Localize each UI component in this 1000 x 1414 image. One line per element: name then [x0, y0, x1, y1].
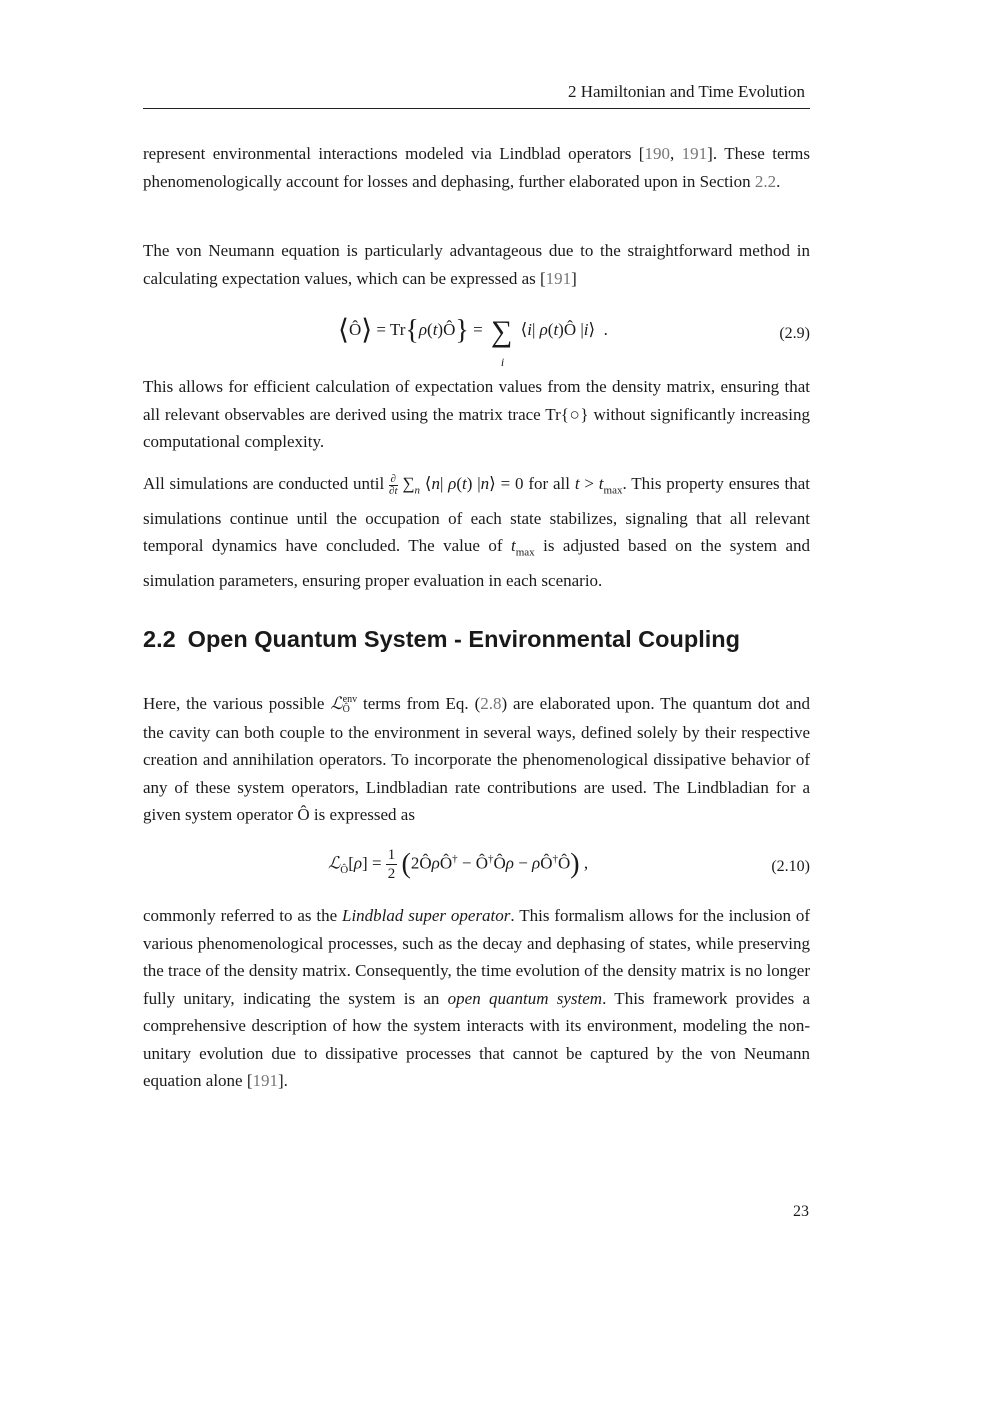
citation-link[interactable]: 190	[644, 144, 670, 163]
section-heading: 2.2 Open Quantum System - Environmental Coupling	[143, 626, 740, 652]
paragraph-3: This allows for efficient calculation of expectation values from the density matrix, ensuring that all relevant observables are derived using the matrix trace Tr{○} without significantly increasing computational complexity.	[143, 377, 810, 451]
paragraph-2: The von Neumann equation is particularly advantageous due to the straightforward method in calculating expectation values, which can be expressed as [191]	[143, 241, 810, 288]
running-title: 2 Hamiltonian and Time Evolution	[567, 82, 805, 101]
equation-number: (2.9)	[779, 325, 810, 342]
paragraph-6: commonly referred to as the Lindblad super operator. This formalism allows for the inclusion of various phenomenological processes, such as the decay and dephasing of states, while preserving the trace of the density matrix. Consequently, the time evolution of the density matrix is no longer fully unitary, indicating the system is an open quantum system. This framework provides a comprehensive description of how the system interacts with its environment, modeling the non-unitary evolution due to dissipative processes that cannot be captured by the von Neumann equation alone [191].	[143, 906, 811, 1090]
equation-number: (2.10)	[771, 858, 810, 875]
paragraph-5: Here, the various possible ℒ env Ô terms from Eq. (2.8) are elaborated upon. The quantum dot and the cavity can both couple to the environment in several ways, defined solely by their respective creation and annihilation operators. To incorporate the phenomenological dissipative behavior of any of these system operators, Lindbladian rate contributions are used. The Lindbladian for a given system operator Ô is expressed as	[143, 694, 811, 824]
equation-body: ⟨Ô⟩ = Tr{ρ(t)Ô} = ∑ i ⟨i| ρ(t)Ô |i⟩ .	[338, 315, 608, 369]
equation-body: ℒ$_Ô$[ρ] = $\frac{1}{2}$ (2ÔρÔ† − Ô†Ôρ − ρÔ†Ô) ,	[328, 847, 589, 882]
running-header	[143, 80, 810, 109]
citation-link[interactable]: 191	[252, 1071, 279, 1090]
equation-link[interactable]: 2.8	[480, 694, 502, 713]
section-link[interactable]: 2.2	[754, 171, 777, 191]
paragraph-1: represent environmental interactions modeled via Lindblad operators [190, 191]. These terms phenomenologically account for losses and dephasing, further elaborated upon in Section 2.2.	[143, 144, 811, 191]
equation-2-9	[143, 313, 810, 369]
citation-link[interactable]: 191	[545, 268, 572, 288]
paragraph-4: All simulations are conducted until ∂ ∂t $\sum_n$ ⟨n| ρ(t) |n⟩ = 0 for all $t > t_{max}$. This property ensures that simulations continue until the occupation of each state stabilizes, signaling that all relevant temporal dynamics have concluded. The value of $t_{max}$ is adjusted based on the system and simulation parameters, ensuring proper evaluation in each scenario.	[143, 472, 811, 591]
page-number: 23	[793, 1203, 809, 1220]
equation-2-10	[143, 846, 810, 890]
citation-link[interactable]: 191	[681, 144, 708, 163]
